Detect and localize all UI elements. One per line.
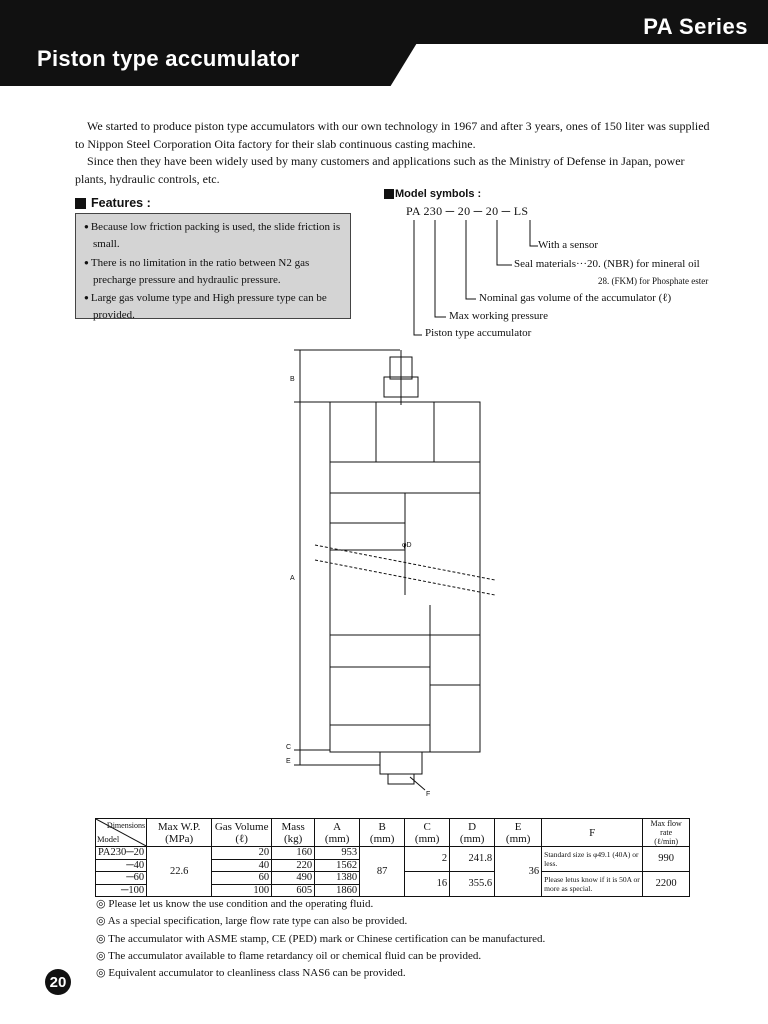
feature-text: There is no limitation in the ratio between N2 gas precharge pressure and hydraulic pressure. [90,256,310,286]
features-box [75,213,351,322]
gas-cell: 20 [212,847,272,860]
note-mark-icon: ◎ [96,932,106,945]
model-header-text: Model [97,833,120,844]
flow-header [643,819,690,847]
intro-paragraph: We started to produce piston type accumulators with our own technology in 1967 and after 3 years, ones of 150 liter was supplied to Nippon Steel Corporation Oita factory for their slab continuous casting machine. [75,119,710,151]
mass-header [272,819,315,847]
bullet-icon: ● [84,222,89,231]
a-cell: 1380 [315,872,360,885]
header-text: C [423,820,431,833]
feature-item [82,289,346,325]
a-header [315,819,360,847]
gas-cell: 40 [212,859,272,872]
series-label: PA Series [643,14,748,39]
note-mark-icon: ◎ [96,949,106,962]
header-unit: (mm) [414,832,440,845]
a-cell: 1860 [315,884,360,897]
model-pressure: Max working pressure [449,310,548,322]
model-cell: PA230─20 [96,847,147,860]
note-mark-icon: ◎ [96,898,106,910]
header-unit: (ℓ) [235,832,248,845]
accumulator-drawing [270,345,520,800]
model-sensor: With a sensor [538,239,599,251]
note-text: Please let us know the use condition and the operating fluid. [108,898,374,910]
note-mark-icon: ◎ [96,915,106,928]
c-cell: 16 [405,872,450,897]
header-unit: (kg) [283,832,303,845]
model-symbols-heading [384,188,481,200]
dimensions-header: Dimensions [106,821,146,830]
table-row [96,847,690,860]
header-unit: (mm) [459,832,485,845]
model-symbols-heading-text: Model symbols : [395,188,482,200]
header-text: Max flow rate [650,819,682,837]
features-heading-text: Features : [91,196,151,210]
note-item [96,896,545,913]
note-text: The accumulator available to flame retardancy oil or chemical fluid can be provided. [108,949,482,962]
feature-text: Because low friction packing is used, the slide friction is small. [90,221,341,251]
note-item [96,965,545,982]
flow-cell: 2200 [643,872,690,897]
model-code: PA 230 ─ 20 ─ 20 ─ LS [406,204,529,218]
gas-volume-header [212,819,272,847]
dim-label-e: E [286,758,291,765]
dim-label-d: φD [402,542,412,549]
page-title: Piston type accumulator [37,46,300,71]
d-cell: 241.8 [450,847,495,872]
bullet-icon: ● [84,293,89,303]
max-wp-header [147,819,212,847]
spec-table [95,818,690,897]
f-note-small: Standard size is φ49.1 (40A) or less. [542,847,643,872]
header-unit: (mm) [505,832,531,845]
note-item [96,948,545,965]
max-wp-cell: 22.6 [147,847,212,897]
flow-cell: 990 [643,847,690,872]
model-cell: ─60 [96,872,147,885]
table-header-row [96,819,690,847]
notes-list [96,896,545,982]
header-unit: (ℓ/min) [654,837,679,846]
header-unit: (mm) [369,832,395,845]
dim-label-f: F [426,791,431,798]
e-header [495,819,542,847]
model-gas-volume: Nominal gas volume of the accumulator (ℓ) [479,292,672,304]
model-header [96,819,147,847]
e-cell: 36 [495,847,542,897]
a-cell: 1562 [315,859,360,872]
feature-item [82,254,346,290]
dim-label-b: B [290,376,295,383]
model-cell: ─100 [96,884,147,897]
model-seal: Seal materials···20. (NBR) for mineral oil [514,258,700,270]
a-cell: 953 [315,847,360,860]
header-text: D [468,820,477,833]
d-header [450,819,495,847]
note-text: As a special specification, large flow rate type can also be provided. [107,915,408,928]
c-cell: 2 [405,847,450,872]
f-note-large: Please letus know if it is 50A or more as special. [542,872,643,897]
bullet-icon: ● [84,257,89,267]
header-text: E [514,820,522,833]
features-heading [75,196,151,210]
note-mark-icon: ◎ [96,967,106,980]
d-cell: 355.6 [450,872,495,897]
note-text: Equivalent accumulator to cleanliness class NAS6 can be provided. [108,967,406,980]
note-text: The accumulator with ASME stamp, CE (PED) mark or Chinese certification can be manufactured. [108,932,546,945]
mass-cell: 490 [272,872,315,885]
gas-cell: 100 [212,884,272,897]
header-text: Mass [281,820,305,833]
square-icon [75,198,86,209]
header-text: Gas Volume [214,820,269,833]
f-header: F [542,819,643,847]
model-seal-2: 28. (FKM) for Phosphate ester [598,276,709,286]
gas-cell: 60 [212,872,272,885]
feature-item [82,218,346,254]
intro-paragraph: Since then they have been widely used by many customers and applications such as the Ministry of Defense in Japan, power plants, hydraulic controls, etc. [75,154,685,186]
header-text: Max W.P. [157,820,201,833]
feature-text: Large gas volume type and High pressure type can be provided. [90,292,327,322]
mass-cell: 605 [272,884,315,897]
header-unit: (MPa) [165,832,194,845]
model-type: Piston type accumulator [425,327,532,339]
b-cell: 87 [360,847,405,897]
b-header [360,819,405,847]
header-text: B [378,820,386,833]
note-item [96,913,545,930]
c-header [405,819,450,847]
dim-label-c: C [286,744,292,751]
square-icon [384,189,394,199]
header-text: A [333,820,342,833]
intro-text [75,118,715,188]
model-cell: ─40 [96,859,147,872]
mass-cell: 160 [272,847,315,860]
note-item [96,931,545,948]
header-unit: (mm) [324,832,350,845]
mass-cell: 220 [272,859,315,872]
page-number: 20 [45,969,71,995]
dim-label-a: A [290,575,295,582]
